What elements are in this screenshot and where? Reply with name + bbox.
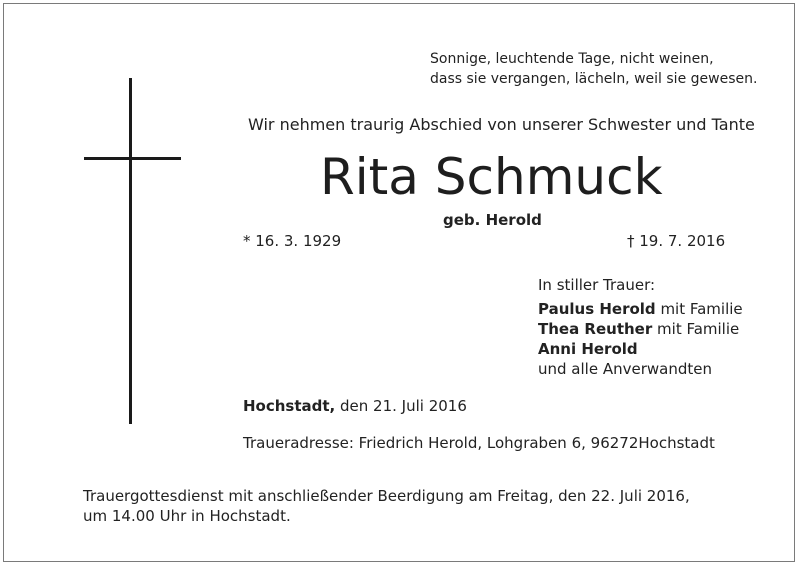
mourner-item (538, 339, 743, 359)
mourner-suffix: mit Familie (652, 320, 740, 338)
mourner-item (538, 319, 743, 339)
funeral-service-info (83, 486, 690, 526)
maiden-name: geb. Herold (443, 211, 542, 229)
mourners-closing: und alle Anverwandten (538, 360, 712, 378)
birth-date: * 16. 3. 1929 (243, 232, 342, 250)
death-date: † 19. 7. 2016 (627, 232, 726, 250)
cross-vertical-beam (129, 78, 132, 424)
mourner-name: Anni Herold (538, 340, 638, 358)
deceased-name: Rita Schmuck (320, 148, 663, 206)
cross-horizontal-beam (84, 157, 181, 160)
memorial-quote (430, 49, 757, 89)
mourners-list (538, 299, 743, 379)
mourning-address: Traueradresse: Friedrich Herold, Lohgraben 6, 96272Hochstadt (243, 434, 715, 452)
mourner-suffix: mit Familie (655, 300, 743, 318)
place-date: den 21. Juli 2016 (335, 397, 467, 415)
quote-line-1: Sonnige, leuchtende Tage, nicht weinen, (430, 51, 714, 67)
service-line-2: um 14.00 Uhr in Hochstadt. (83, 507, 291, 525)
place-city: Hochstadt, (243, 397, 336, 415)
farewell-intro: Wir nehmen traurig Abschied von unserer Schwester und Tante (248, 115, 755, 134)
place-and-date (243, 397, 467, 415)
mourner-name: Paulus Herold (538, 300, 656, 318)
quote-line-2: dass sie vergangen, lächeln, weil sie gewesen. (430, 71, 758, 87)
mourner-name: Thea Reuther (538, 320, 653, 338)
service-line-1: Trauergottesdienst mit anschließender Beerdigung am Freitag, den 22. Juli 2016, (83, 487, 690, 505)
mourner-item (538, 299, 743, 319)
mourners-intro: In stiller Trauer: (538, 276, 656, 294)
